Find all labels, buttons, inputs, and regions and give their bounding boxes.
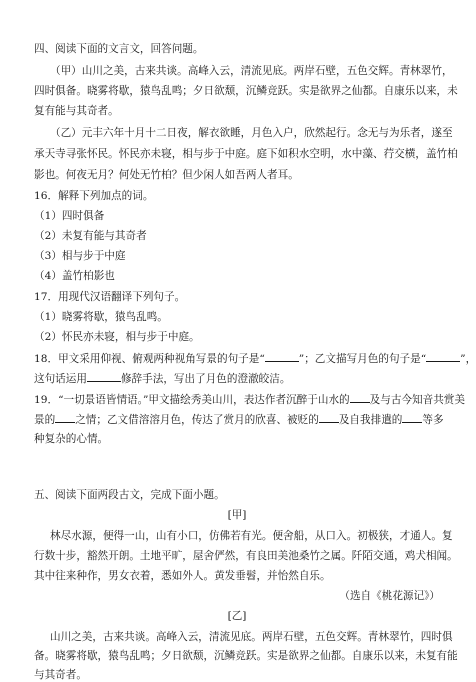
question-17-item-2: （2）怀民亦未寝，相与步于中庭。 — [34, 331, 200, 343]
passage-yi-line-3: 与其奇者。 — [34, 669, 87, 681]
passage-jia-line-2: 四时俱备。晓雾将歇，猿鸟乱鸣；夕日欲颓，沉鳞竞跃。实是欲界之仙都。自康乐以来，未 — [34, 85, 458, 97]
question-17-item-1: （1）晓雾将歇，猿鸟乱鸣。 — [34, 311, 168, 323]
passage-yi-line-3: 影也。何夜无月？何处无竹柏？但少闲人如吾两人者耳。 — [34, 169, 299, 181]
passage-yi-line-1: （乙）元丰六年十月十二日夜，解衣欲睡，月色入户，欣然起行。念无与为乐者，遂至 — [50, 127, 453, 139]
passage-yi-line-2: 承天寺寻张怀民。怀民亦未寝，相与步于中庭。庭下如积水空明，水中藻、荇交横，盖竹柏 — [34, 148, 458, 160]
answer-blank[interactable] — [426, 352, 460, 362]
question-16-item-3: （3）相与步于中庭 — [34, 250, 126, 262]
section-four-header: 四、阅读下面的文言文，回答问题。 — [34, 43, 204, 55]
question-18-line-1: 18．甲文采用仰视、俯观两种视角写景的句子是“ ”；乙文描写月色的句子是“ ”， — [34, 353, 476, 365]
question-16: 16．解释下列加点的词。 — [34, 190, 154, 202]
question-16-item-1: （1）四时俱备 — [34, 210, 105, 222]
answer-blank[interactable] — [87, 372, 121, 382]
question-16-item-2: （2）未复有能与其奇者 — [34, 230, 147, 242]
passage-jia-line-1: 林尽水源，便得一山，山有小口，仿佛若有光。便舍船，从口入。初极狭，才通人。复 — [50, 530, 453, 542]
passage-yi-line-2: 备。晓雾将歇，猿鸟乱鸣；夕日欲颓，沉鳞竞跃。实是欲界之仙都。自康乐以来，未复有能 — [34, 650, 458, 662]
answer-blank[interactable] — [319, 413, 339, 423]
question-19-line-2: 景的 之情；乙文借溶溶月色，传达了赏月的欣喜、被贬的 及自我排遣的 等多 — [34, 414, 444, 426]
section-five-header: 五、阅读下面两段古文，完成下面小题。 — [34, 489, 225, 501]
passage-jia-title: [甲] — [227, 509, 247, 521]
answer-blank[interactable] — [55, 413, 75, 423]
question-19-line-1: 19．“一切景语皆情语。”甲文描绘秀美山川，表达作者沉醉于山水的 及与古今知音共赏美 — [34, 394, 465, 406]
question-17: 17．用现代汉语翻译下列句子。 — [34, 291, 186, 303]
answer-blank[interactable] — [265, 352, 299, 362]
passage-jia-line-3: 复有能与其奇者。 — [34, 105, 119, 117]
question-18-line-2: 这句话运用 修辞手法，写出了月色的澄澈皎洁。 — [34, 373, 291, 385]
passage-source: （选自《桃花源记》） — [339, 590, 440, 602]
passage-yi-title: [乙] — [227, 610, 247, 622]
question-16-item-4: （4）盖竹柏影也 — [34, 270, 115, 282]
passage-yi-line-1: 山川之美，古来共谈。高峰入云，清流见底。两岸石壁，五色交辉。青林翠竹，四时俱 — [50, 631, 453, 643]
answer-blank[interactable] — [350, 393, 370, 403]
passage-jia-line-3: 其中往来种作，男女衣着，悉如外人。黄发垂髫，并怡然自乐。 — [34, 570, 331, 582]
answer-blank[interactable] — [402, 413, 422, 423]
passage-jia-line-2: 行数十步，豁然开朗。土地平旷，屋舍俨然，有良田美池桑竹之属。阡陌交通，鸡犬相闻。 — [34, 550, 458, 562]
question-19-line-3: 种复杂的心情。 — [34, 433, 109, 445]
passage-jia-line-1: （甲）山川之美，古来共谈。高峰入云，清流见底。两岸石壁，五色交辉。青林翠竹， — [50, 65, 453, 77]
